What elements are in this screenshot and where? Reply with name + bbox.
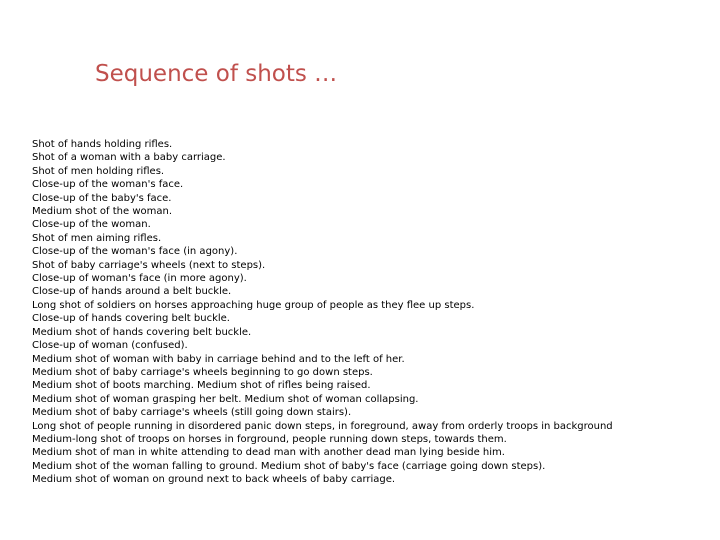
shot-item: Close-up of the woman's face. <box>32 179 184 191</box>
shot-item: Medium shot of woman with baby in carriage behind and to the left of her. <box>32 353 405 365</box>
shot-item: Close-up of the woman. <box>32 219 151 231</box>
slide-title: Sequence of shots … <box>95 61 338 87</box>
shot-item: Shot of baby carriage's wheels (next to steps). <box>32 259 266 271</box>
shot-item: Shot of hands holding rifles. <box>32 139 173 150</box>
shot-item: Close-up of hands covering belt buckle. <box>32 313 230 325</box>
shot-item: Shot of men aiming rifles. <box>32 232 162 244</box>
shot-item: Medium shot of the woman. <box>32 206 173 218</box>
shot-item: Shot of a woman with a baby carriage. <box>32 152 226 164</box>
shot-item: Medium-long shot of troops on horses in forground, people running down steps, towards them. <box>32 433 507 445</box>
shot-item: Medium shot of baby carriage's wheels (still going down stairs). <box>32 407 352 419</box>
shot-item: Close-up of the baby's face. <box>32 192 172 204</box>
shot-item: Long shot of soldiers on horses approaching huge group of people as they flee up steps. <box>32 299 475 311</box>
shot-item: Close-up of hands around a belt buckle. <box>32 286 232 298</box>
shot-item: Shot of men holding rifles. <box>32 165 165 177</box>
shot-item: Close-up of the woman's face (in agony). <box>32 246 238 258</box>
shot-item: Long shot of people running in disordered panic down steps, in foreground, away from orderly troops in background <box>32 420 613 432</box>
shot-item: Medium shot of man in white attending to dead man with another dead man lying beside him. <box>32 447 505 459</box>
shot-item: Medium shot of boots marching. Medium shot of rifles being raised. <box>32 380 371 392</box>
shot-item: Close-up of woman's face (in more agony). <box>32 273 247 285</box>
shot-item: Medium shot of the woman falling to ground. Medium shot of baby's face (carriage going down steps). <box>32 460 546 472</box>
shot-item: Medium shot of hands covering belt buckle. <box>32 326 252 338</box>
shot-item: Medium shot of woman grasping her belt. Medium shot of woman collapsing. <box>32 393 419 405</box>
shot-list <box>32 138 613 487</box>
shot-item: Close-up of woman (confused). <box>32 340 188 352</box>
shot-item: Medium shot of baby carriage's wheels beginning to go down steps. <box>32 366 373 378</box>
shot-item: Medium shot of woman on ground next to back wheels of baby carriage. <box>32 474 396 486</box>
